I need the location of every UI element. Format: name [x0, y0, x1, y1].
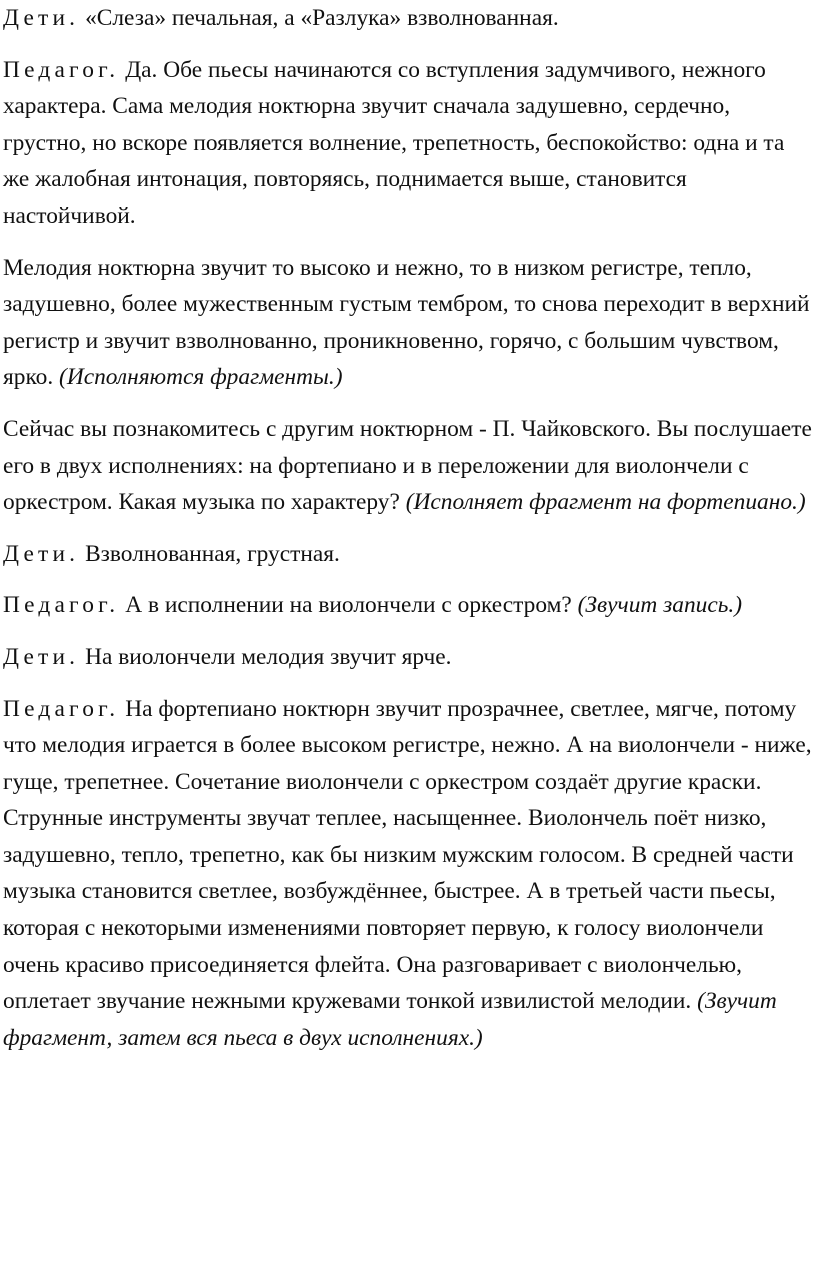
paragraph-text: «Слеза» печальная, а «Разлука» взволнованная.	[85, 5, 559, 31]
document-page	[3, 0, 815, 1056]
paragraph-text: На фортепиано ноктюрн звучит прозрачнее, светлее, мягче, потому что мелодия играется в более высоком регистре, нежно. А на виолончели - ниже, гуще, трепетнее. Сочетание виолончели с оркестром создаёт другие краски. Струнные инструменты звучат теплее, насыщеннее. Виолончель поёт низко, задушевно, тепло, трепетно, как бы низким мужским голосом. В средней части музыка становится светлее, возбуждённее, быстрее. А в третьей части пьесы, которая с некоторыми изменениями повторяет первую, к голосу виолончели очень красиво присоединяется флейта. Она разговаривает с виолончелью, оплетает звучание нежными кружевами тонкой извилистой мелодии.	[3, 695, 812, 1015]
paragraph-2	[3, 52, 815, 235]
stage-direction: (Исполняются фрагменты.)	[59, 364, 343, 391]
paragraph-4	[3, 411, 815, 521]
speaker-label: Дети.	[3, 5, 80, 31]
speaker-label: Педагог.	[3, 592, 120, 619]
paragraph-7	[3, 639, 815, 676]
paragraph-text: Да. Обе пьесы начинаются со вступления задумчивого, нежного характера. Сама мелодия ноктюрна звучит сначала задушевно, сердечно, грустно, но вскоре появляется волнение, трепетность, беспокойство: одна и та же жалобная интонация, повторяясь, поднимается выше, становится настойчивой.	[3, 56, 785, 229]
paragraph-8	[3, 691, 815, 1057]
stage-direction: (Исполняет фрагмент на фортепиано.)	[405, 489, 806, 516]
speaker-label: Педагог.	[3, 695, 120, 722]
paragraph-3	[3, 250, 815, 396]
paragraph-6	[3, 587, 815, 624]
paragraph-text: На виолончели мелодия звучит ярче.	[85, 643, 452, 670]
paragraph-5	[3, 536, 815, 573]
speaker-label: Дети.	[3, 643, 80, 670]
paragraph-text: Сейчас вы познакомитесь с другим ноктюрном - П. Чайковского. Вы послушаете его в двух исполнениях: на фортепиано и в переложении для виолончели с оркестром. Какая музыка по характеру?	[3, 415, 812, 516]
speaker-label: Дети.	[3, 540, 80, 567]
paragraph-text: Взволнованная, грустная.	[85, 540, 340, 567]
stage-direction: (Звучит запись.)	[577, 592, 743, 619]
paragraph-text: А в исполнении на виолончели с оркестром?	[125, 592, 572, 619]
speaker-label: Педагог.	[3, 56, 120, 83]
stage-direction: (Звучит фрагмент, затем вся пьеса в двух исполнениях.)	[3, 988, 777, 1051]
paragraph-text: Мелодия ноктюрна звучит то высоко и нежно, то в низком регистре, тепло, задушевно, более мужественным густым тембром, то снова переходит в верхний регистр и звучит взволнованно, проникновенно, горячо, с большим чувством, ярко.	[3, 254, 810, 391]
paragraph-1	[3, 0, 815, 37]
